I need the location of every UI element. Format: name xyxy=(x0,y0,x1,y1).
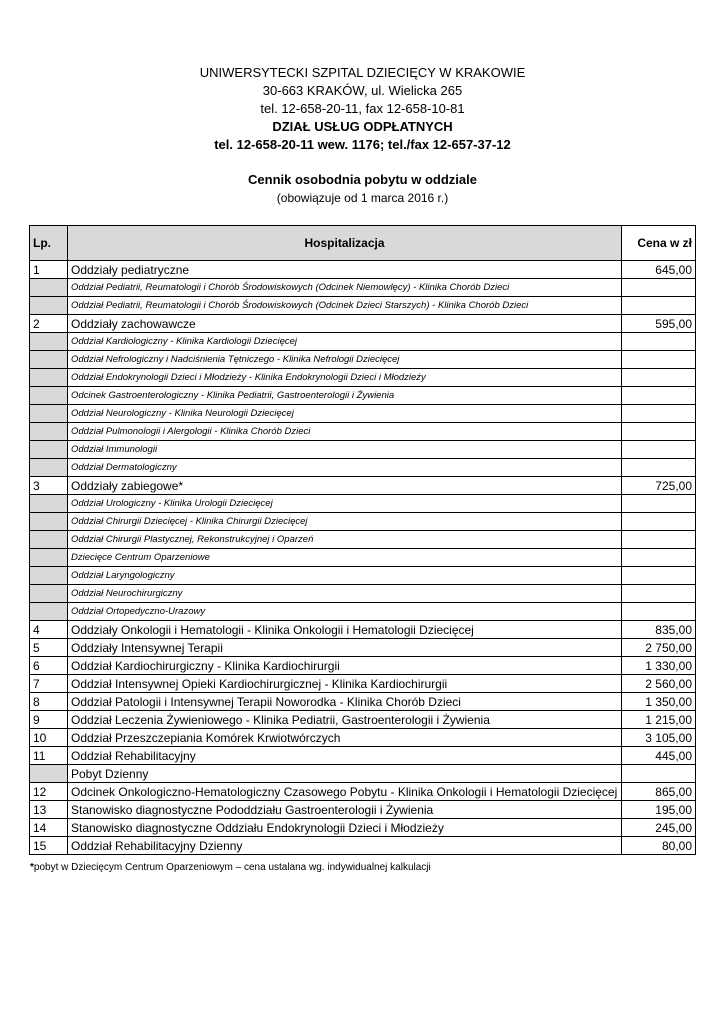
row-number xyxy=(30,279,68,297)
row-price: 1 350,00 xyxy=(622,693,696,711)
table-row xyxy=(30,495,696,513)
row-price xyxy=(622,513,696,531)
row-ward-name: Oddział Przeszczepiania Komórek Krwiotwórczych xyxy=(68,729,622,747)
row-ward-name: Stanowisko diagnostyczne Oddziału Endokrynologii Dzieci i Młodzieży xyxy=(68,819,622,837)
row-price xyxy=(622,369,696,387)
row-price: 1 330,00 xyxy=(622,657,696,675)
row-price xyxy=(622,387,696,405)
row-ward-name: Oddział Nefrologiczny i Nadciśnienia Tętniczego - Klinika Nefrologii Dziecięcej xyxy=(68,351,622,369)
column-header-hospitalization: Hospitalizacja xyxy=(68,226,622,261)
row-price: 1 215,00 xyxy=(622,711,696,729)
row-ward-name: Oddział Patologii i Intensywnej Terapii Noworodka - Klinika Chorób Dzieci xyxy=(68,693,622,711)
row-ward-name: Pobyt Dzienny xyxy=(68,765,622,783)
row-number: 7 xyxy=(30,675,68,693)
row-number xyxy=(30,297,68,315)
hospital-name: UNIWERSYTECKI SZPITAL DZIECIĘCY W KRAKOWIE xyxy=(199,65,526,80)
row-ward-name: Oddział Endokrynologii Dzieci i Młodzieży - Klinika Endokrynologii Dzieci i Młodzieży xyxy=(68,369,622,387)
row-price: 445,00 xyxy=(622,747,696,765)
table-row xyxy=(30,369,696,387)
row-ward-name: Odcinek Gastroenterologiczny - Klinika Pediatrii, Gastroenterologii i Żywienia xyxy=(68,387,622,405)
table-row xyxy=(30,459,696,477)
row-number xyxy=(30,495,68,513)
table-row xyxy=(30,603,696,621)
row-number: 6 xyxy=(30,657,68,675)
price-table xyxy=(29,225,696,855)
table-row xyxy=(30,657,696,675)
row-number: 13 xyxy=(30,801,68,819)
document-subtitle: (obowiązuje od 1 marca 2016 r.) xyxy=(276,191,449,205)
row-ward-name: Oddział Rehabilitacyjny xyxy=(68,747,622,765)
table-row xyxy=(30,531,696,549)
row-number xyxy=(30,351,68,369)
row-number xyxy=(30,603,68,621)
row-ward-name: Oddział Rehabilitacyjny Dzienny xyxy=(68,837,622,855)
row-ward-name: Oddział Kardiologiczny - Klinika Kardiologii Dziecięcej xyxy=(68,333,622,351)
document-header xyxy=(0,64,725,154)
row-ward-name: Oddział Pediatrii, Reumatologii i Chorób Środowiskowych (Odcinek Dzieci Starszych) - Klinika Chorób Dzieci xyxy=(68,297,622,315)
department-phone: tel. 12-658-20-11 wew. 1176; tel./fax 12-657-37-12 xyxy=(214,137,511,152)
footnote xyxy=(30,862,431,873)
row-ward-name: Oddziały zachowawcze xyxy=(68,315,622,333)
row-number: 1 xyxy=(30,261,68,279)
row-ward-name: Oddział Ortopedyczno-Urazowy xyxy=(68,603,622,621)
row-ward-name: Oddziały pediatryczne xyxy=(68,261,622,279)
table-row xyxy=(30,801,696,819)
row-number xyxy=(30,549,68,567)
hospital-address: 30-663 KRAKÓW, ul. Wielicka 265 xyxy=(262,83,463,98)
row-number: 15 xyxy=(30,837,68,855)
table-row xyxy=(30,693,696,711)
row-number: 14 xyxy=(30,819,68,837)
row-price xyxy=(622,585,696,603)
row-price: 835,00 xyxy=(622,621,696,639)
row-ward-name: Oddział Chirurgii Plastycznej, Rekonstrukcyjnej i Oparzeń xyxy=(68,531,622,549)
row-price xyxy=(622,441,696,459)
row-ward-name: Oddziały zabiegowe* xyxy=(68,477,622,495)
table-body xyxy=(30,261,696,855)
document-title: Cennik osobodnia pobytu w oddziale xyxy=(248,172,477,187)
row-number: 11 xyxy=(30,747,68,765)
table-row xyxy=(30,351,696,369)
table-row xyxy=(30,261,696,279)
row-number xyxy=(30,405,68,423)
row-price xyxy=(622,423,696,441)
row-price xyxy=(622,279,696,297)
row-price xyxy=(622,459,696,477)
row-number xyxy=(30,459,68,477)
row-price: 80,00 xyxy=(622,837,696,855)
row-number xyxy=(30,423,68,441)
row-number xyxy=(30,531,68,549)
row-ward-name: Oddział Pulmonologii i Alergologii - Klinika Chorób Dzieci xyxy=(68,423,622,441)
department-name: DZIAŁ USŁUG ODPŁATNYCH xyxy=(272,119,453,134)
row-number xyxy=(30,585,68,603)
row-number: 12 xyxy=(30,783,68,801)
row-number xyxy=(30,441,68,459)
row-ward-name: Oddział Leczenia Żywieniowego - Klinika Pediatrii, Gastroenterologii i Żywienia xyxy=(68,711,622,729)
table-row xyxy=(30,513,696,531)
row-ward-name: Oddział Neurologiczny - Klinika Neurologii Dziecięcej xyxy=(68,405,622,423)
row-ward-name: Oddział Neurochirurgiczny xyxy=(68,585,622,603)
row-number: 5 xyxy=(30,639,68,657)
row-price xyxy=(622,405,696,423)
table-header-row xyxy=(30,226,696,261)
row-number: 3 xyxy=(30,477,68,495)
footnote-mark: * xyxy=(30,862,34,873)
row-number: 10 xyxy=(30,729,68,747)
table-row xyxy=(30,711,696,729)
row-price: 245,00 xyxy=(622,819,696,837)
row-number xyxy=(30,333,68,351)
row-number: 9 xyxy=(30,711,68,729)
row-price: 595,00 xyxy=(622,315,696,333)
row-ward-name: Oddział Laryngologiczny xyxy=(68,567,622,585)
row-price xyxy=(622,297,696,315)
row-ward-name: Oddziały Intensywnej Terapii xyxy=(68,639,622,657)
column-header-lp: Lp. xyxy=(30,226,68,261)
table-row xyxy=(30,297,696,315)
row-ward-name: Stanowisko diagnostyczne Pododdziału Gastroenterologii i Żywienia xyxy=(68,801,622,819)
table-row xyxy=(30,405,696,423)
row-price xyxy=(622,531,696,549)
row-price: 645,00 xyxy=(622,261,696,279)
row-ward-name: Oddział Immunologii xyxy=(68,441,622,459)
table-row xyxy=(30,441,696,459)
row-number xyxy=(30,387,68,405)
row-number xyxy=(30,567,68,585)
table-row xyxy=(30,765,696,783)
row-ward-name: Odcinek Onkologiczno-Hematologiczny Czasowego Pobytu - Klinika Onkologii i Hematologii Dziecięcej xyxy=(68,783,622,801)
hospital-phone-fax: tel. 12-658-20-11, fax 12-658-10-81 xyxy=(260,101,465,116)
row-price xyxy=(622,495,696,513)
row-ward-name: Dziecięce Centrum Oparzeniowe xyxy=(68,549,622,567)
row-number: 2 xyxy=(30,315,68,333)
row-price: 195,00 xyxy=(622,801,696,819)
table-row xyxy=(30,477,696,495)
table-row xyxy=(30,423,696,441)
table-row xyxy=(30,837,696,855)
row-number xyxy=(30,513,68,531)
table-row xyxy=(30,333,696,351)
table-row xyxy=(30,315,696,333)
row-number: 8 xyxy=(30,693,68,711)
table-row xyxy=(30,747,696,765)
row-ward-name: Oddział Kardiochirurgiczny - Klinika Kardiochirurgii xyxy=(68,657,622,675)
table-row xyxy=(30,585,696,603)
table-row xyxy=(30,639,696,657)
row-price: 865,00 xyxy=(622,783,696,801)
column-header-price: Cena w zł xyxy=(622,226,696,261)
table-row xyxy=(30,549,696,567)
row-price: 725,00 xyxy=(622,477,696,495)
row-ward-name: Oddział Pediatrii, Reumatologii i Chorób Środowiskowych (Odcinek Niemowlęcy) - Klinika Chorób Dzieci xyxy=(68,279,622,297)
table-row xyxy=(30,819,696,837)
row-ward-name: Oddział Dermatologiczny xyxy=(68,459,622,477)
table-row xyxy=(30,783,696,801)
row-price xyxy=(622,603,696,621)
row-ward-name: Oddział Urologiczny - Klinika Urologii Dziecięcej xyxy=(68,495,622,513)
table-row xyxy=(30,621,696,639)
row-number: 4 xyxy=(30,621,68,639)
row-price xyxy=(622,351,696,369)
row-price: 2 750,00 xyxy=(622,639,696,657)
footnote-text: pobyt w Dziecięcym Centrum Oparzeniowym – cena ustalana wg. indywidualnej kalkulacji xyxy=(33,862,431,873)
row-price xyxy=(622,567,696,585)
row-ward-name: Oddział Intensywnej Opieki Kardiochirurgicznej - Klinika Kardiochirurgii xyxy=(68,675,622,693)
row-price xyxy=(622,333,696,351)
table-row xyxy=(30,675,696,693)
row-number xyxy=(30,765,68,783)
table-row xyxy=(30,387,696,405)
row-number xyxy=(30,369,68,387)
row-ward-name: Oddział Chirurgii Dziecięcej - Klinika Chirurgii Dziecięcej xyxy=(68,513,622,531)
row-price: 3 105,00 xyxy=(622,729,696,747)
table-row xyxy=(30,729,696,747)
row-ward-name: Oddziały Onkologii i Hematologii - Klinika Onkologii i Hematologii Dziecięcej xyxy=(68,621,622,639)
table-row xyxy=(30,567,696,585)
row-price xyxy=(622,549,696,567)
row-price xyxy=(622,765,696,783)
table-row xyxy=(30,279,696,297)
row-price: 2 560,00 xyxy=(622,675,696,693)
